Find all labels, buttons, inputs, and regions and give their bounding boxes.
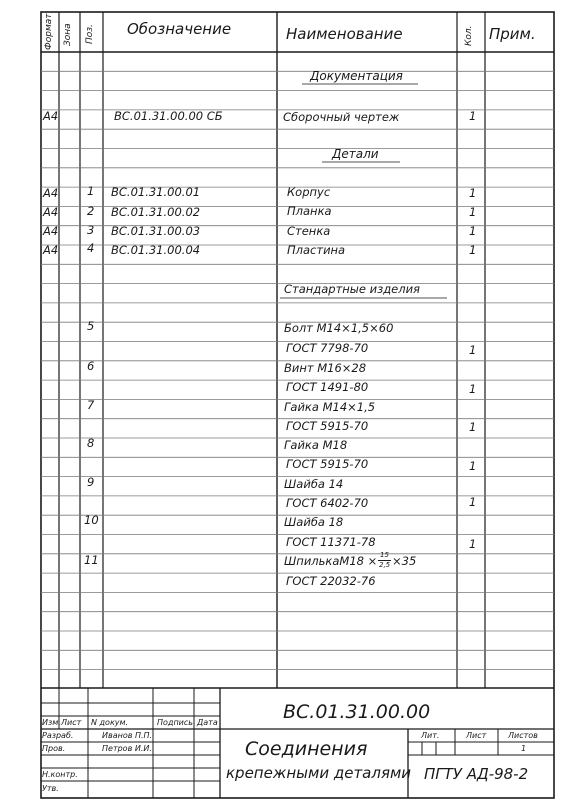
header-qty: Кол.	[464, 25, 474, 46]
std-name: Болт М14×1,5×60	[284, 321, 394, 335]
stamp-label-data: Дата	[197, 718, 218, 727]
stamp-label-nkontr: Н.контр.	[42, 770, 78, 779]
doc-qty: 1	[469, 109, 477, 123]
std-frac-den: 2,5	[379, 561, 391, 569]
std-qty: 1	[469, 420, 477, 434]
std-pos: 5	[87, 319, 95, 333]
std-name: Гайка М18	[284, 438, 348, 452]
std-name-suffix: ×35	[392, 554, 417, 568]
std-name: Шайба 14	[284, 477, 344, 491]
std-gost: ГОСТ 7798-70	[286, 341, 369, 355]
stamp-label-izm: Изм.	[42, 718, 61, 727]
stamp-label-lit: Лит.	[421, 731, 440, 740]
part-qty: 1	[469, 224, 477, 238]
std-qty: 1	[469, 537, 477, 551]
std-pos: 10	[84, 513, 99, 527]
stamp-label-list: Лист	[61, 718, 82, 727]
part-format: А4	[43, 186, 59, 200]
part-designation: ВС.01.31.00.01	[111, 185, 201, 199]
stamp-code: ВС.01.31.00.00	[283, 701, 431, 723]
part-qty: 1	[469, 205, 477, 219]
part-name: Корпус	[287, 185, 331, 199]
part-format: А4	[43, 205, 59, 219]
stamp-prov-name: Петров И.И.	[102, 744, 152, 753]
stamp-org: ПГТУ АД-98-2	[424, 765, 529, 783]
stamp-label-list2: Лист	[466, 731, 487, 740]
doc-name: Сборочный чертеж	[283, 110, 400, 124]
stamp-label-ndoc: N докум.	[91, 718, 129, 727]
std-qty: 1	[469, 495, 477, 509]
doc-designation: ВС.01.31.00.00 СБ	[114, 109, 223, 123]
stamp-label-razrab: Разраб.	[42, 731, 74, 740]
std-pos: 6	[87, 359, 95, 373]
std-gost: ГОСТ 11371-78	[286, 535, 376, 549]
std-pos: 11	[84, 553, 99, 567]
std-qty: 1	[469, 343, 477, 357]
part-format: А4	[43, 243, 59, 257]
stamp-label-prov: Пров.	[42, 744, 66, 753]
part-format: А4	[43, 224, 59, 238]
part-designation: ВС.01.31.00.02	[111, 205, 201, 219]
std-name: Шайба 18	[284, 515, 344, 529]
stamp-label-utv: Утв.	[42, 784, 59, 793]
part-name: Стенка	[287, 224, 331, 238]
std-frac-num: 15	[380, 551, 389, 559]
stamp-razrab-name: Иванов П.П.	[102, 731, 153, 740]
header-designation: Обозначение	[127, 20, 232, 38]
part-name: Планка	[287, 204, 332, 218]
header-note: Прим.	[489, 25, 536, 43]
section-standard: Стандартные изделия	[284, 282, 420, 296]
header-name: Наименование	[286, 25, 403, 43]
header-format: Формат	[44, 13, 54, 50]
std-gost: ГОСТ 1491-80	[286, 380, 369, 394]
std-name-prefix: ШпилькаМ18 ×	[284, 554, 378, 568]
section-parts: Детали	[332, 147, 379, 161]
part-pos: 1	[87, 184, 95, 198]
part-pos: 4	[87, 241, 95, 255]
std-pos: 7	[87, 398, 95, 412]
header-zone: Зона	[63, 23, 73, 46]
part-designation: ВС.01.31.00.03	[111, 224, 201, 238]
std-gost: ГОСТ 6402-70	[286, 496, 369, 510]
part-designation: ВС.01.31.00.04	[111, 243, 201, 257]
stamp-label-listov: Листов	[508, 731, 538, 740]
std-name: Гайка М14×1,5	[284, 400, 376, 414]
part-pos: 2	[87, 204, 95, 218]
std-gost: ГОСТ 22032-76	[286, 574, 376, 588]
std-qty: 1	[469, 382, 477, 396]
stamp-sheets-total: 1	[521, 744, 527, 753]
std-pos: 8	[87, 436, 95, 450]
doc-format: А4	[43, 109, 59, 123]
part-qty: 1	[469, 186, 477, 200]
std-gost: ГОСТ 5915-70	[286, 457, 369, 471]
part-qty: 1	[469, 243, 477, 257]
stamp-title-line2: крепежными деталями	[226, 764, 412, 782]
part-pos: 3	[87, 223, 95, 237]
std-pos: 9	[87, 475, 95, 489]
stamp-label-podp: Подпись	[157, 718, 193, 727]
stamp-title-line1: Соединения	[245, 738, 368, 760]
std-qty: 1	[469, 459, 477, 473]
std-gost: ГОСТ 5915-70	[286, 419, 369, 433]
section-documentation: Документация	[310, 69, 403, 83]
std-name: Винт М16×28	[284, 361, 367, 375]
part-name: Пластина	[287, 243, 346, 257]
header-pos: Поз.	[85, 24, 95, 44]
